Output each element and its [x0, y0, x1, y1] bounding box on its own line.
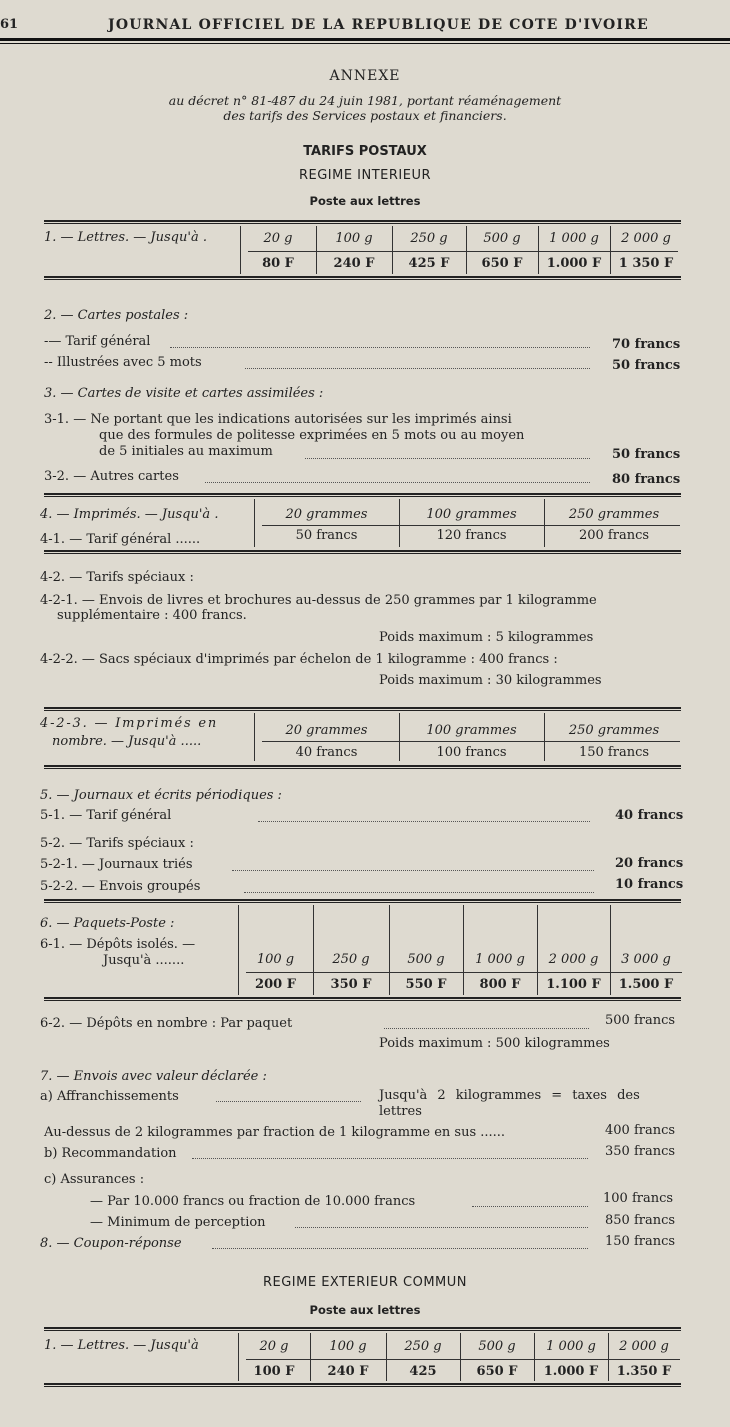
price-cell: 800 F — [479, 977, 521, 992]
minimum-perception-label: — Minimum de perception — [90, 1215, 266, 1230]
poids-max-5: Poids maximum : 5 kilogrammes — [379, 630, 594, 645]
price-cell: 100 F — [253, 1364, 295, 1379]
weight-cell: 500 g — [478, 1339, 516, 1354]
price-cell: 650 F — [481, 256, 523, 271]
journaux-title: 5. — Journaux et écrits périodiques : — [40, 788, 282, 803]
weight-cell: 2 000 g — [548, 952, 599, 967]
weight-cell: 100 g — [256, 952, 295, 967]
weight-cell: 100 g — [329, 1339, 367, 1354]
weight-cell: 500 g — [483, 231, 521, 246]
imprimes-label: 4. — Imprimés. — Jusqu'à . — [40, 507, 219, 522]
cartes-visite-title: 3. — Cartes de visite et cartes assimilées : — [44, 386, 324, 401]
weight-cell: 100 g — [335, 231, 373, 246]
price-cell: 200 F — [255, 977, 296, 992]
assurances-title: c) Assurances : — [44, 1172, 145, 1187]
weight-cell: 2 000 g — [619, 1339, 669, 1354]
price-cell: 200 francs — [578, 528, 650, 543]
poste-aux-lettres-ext-heading: Poste aux lettres — [309, 1303, 421, 1317]
depots-nombre-value: 500 francs — [605, 1013, 676, 1028]
assurance-par-label: — Par 10.000 francs ou fraction de 10.000 francs — [90, 1194, 416, 1209]
regime-interieur-heading: REGIME INTERIEUR — [298, 168, 432, 183]
imprimes-nombre-label-2: nombre. — Jusqu'à ..... — [52, 734, 202, 749]
price-cell: 1.100 F — [546, 977, 601, 992]
weight-cell: 250 g — [404, 1339, 442, 1354]
journal-title: JOURNAL OFFICIEL DE LA REPUBLIQUE DE COTE D'IVOIRE — [108, 17, 649, 33]
journaux-tries-label: 5-2-1. — Journaux triés — [40, 857, 193, 872]
regime-exterieur-heading: REGIME EXTERIEUR COMMUN — [262, 1275, 467, 1290]
tarifs-speciaux-line-1: 4-2-1. — Envois de livres et brochures au-dessus de 250 grammes par 1 kilogramme — [40, 593, 597, 608]
weight-cell: 1 000 g — [549, 231, 599, 246]
weight-cell: 1 000 g — [475, 952, 525, 967]
price-cell: 1.000 F — [546, 256, 602, 271]
price-cell: 1 350 F — [618, 256, 674, 271]
depots-nombre-label: 6-2. — Dépôts en nombre : Par paquet — [40, 1016, 293, 1031]
weight-cell: 500 g — [407, 952, 445, 967]
imprimes-nombre-label-1: 4-2-3. — Imprimés en — [40, 716, 219, 731]
affranchissements-value-2: lettres — [379, 1104, 422, 1119]
cartes-postales-title: 2. — Cartes postales : — [44, 308, 189, 323]
weight-cell: 100 grammes — [426, 507, 517, 522]
tarif-general-label: -— Tarif général — [44, 334, 151, 349]
price-cell: 425 — [409, 1364, 437, 1379]
lettres-ext-label: 1. — Lettres. — Jusqu'à — [44, 1338, 199, 1353]
price-cell: 1.350 F — [616, 1364, 672, 1379]
weight-cell: 2 000 g — [621, 231, 671, 246]
coupon-reponse-value: 150 francs — [605, 1234, 676, 1249]
price-cell: 1.500 F — [618, 977, 674, 992]
weight-cell: 250 g — [410, 231, 448, 246]
affranchissements-label: a) Affranchissements — [40, 1089, 179, 1104]
price-cell: 150 francs — [578, 745, 650, 760]
au-dessus-value: 400 francs — [605, 1123, 676, 1138]
poids-max-30: Poids maximum : 30 kilogrammes — [379, 673, 602, 688]
header-rule-thin — [0, 43, 730, 44]
valeur-declaree-title: 7. — Envois avec valeur déclarée : — [40, 1069, 267, 1084]
autres-cartes-label: 3-2. — Autres cartes — [44, 469, 179, 484]
tarifs-speciaux-line-2: supplémentaire : 400 francs. — [57, 608, 247, 623]
weight-cell: 20 grammes — [285, 723, 368, 738]
minimum-perception-value: 850 francs — [605, 1213, 676, 1228]
illustrees-value: 50 francs — [612, 358, 681, 373]
coupon-reponse-label: 8. — Coupon-réponse — [40, 1236, 182, 1251]
price-cell: 240 F — [327, 1364, 369, 1379]
cartes-visite-line-2: que des formules de politesse exprimées en 5 mots ou au moyen — [99, 428, 525, 443]
weight-cell: 1 000 g — [546, 1339, 596, 1354]
lettres-label: 1. — Lettres. — Jusqu'à . — [44, 230, 207, 245]
price-cell: 1.000 F — [543, 1364, 599, 1379]
price-cell: 550 F — [405, 977, 447, 992]
imprimes-tarif-general-label: 4-1. — Tarif général ...... — [40, 532, 201, 547]
cartes-visite-value-1: 50 francs — [612, 447, 681, 462]
paquets-label-3: Jusqu'à ....... — [103, 953, 185, 968]
envois-groupes-label: 5-2-2. — Envois groupés — [40, 879, 201, 894]
weight-cell: 20 g — [263, 231, 293, 246]
journaux-tries-value: 20 francs — [615, 856, 684, 871]
price-cell: 50 francs — [295, 528, 358, 543]
journaux-tarifs-speciaux: 5-2. — Tarifs spéciaux : — [40, 836, 194, 851]
recommandation-label: b) Recommandation — [44, 1146, 177, 1161]
price-cell: 650 F — [476, 1364, 518, 1379]
price-cell: 40 francs — [295, 745, 358, 760]
au-dessus-label: Au-dessus de 2 kilogrammes par fraction de 1 kilogramme en sus ...... — [44, 1125, 506, 1140]
assurance-par-value: 100 francs — [603, 1191, 674, 1206]
decret-line-1: au décret n° 81-487 du 24 juin 1981, portant réaménagement — [168, 93, 562, 108]
journaux-tarif-general-label: 5-1. — Tarif général — [40, 808, 172, 823]
envois-groupes-value: 10 francs — [615, 877, 684, 892]
poste-aux-lettres-heading: Poste aux lettres — [309, 194, 421, 208]
tarifs-speciaux-title: 4-2. — Tarifs spéciaux : — [40, 570, 194, 585]
weight-cell: 250 grammes — [568, 507, 660, 522]
tarif-general-value: 70 francs — [612, 337, 681, 352]
journaux-tarif-general-value: 40 francs — [615, 808, 684, 823]
tarifs-speciaux-line-4: 4-2-2. — Sacs spéciaux d'imprimés par échelon de 1 kilogramme : 400 francs : — [40, 652, 558, 667]
poids-max-500: Poids maximum : 500 kilogrammes — [379, 1036, 610, 1051]
price-cell: 100 francs — [436, 745, 507, 760]
price-cell: 425 F — [408, 256, 450, 271]
affranchissements-value-1: Jusqu'à 2 kilogrammes = taxes des — [379, 1088, 640, 1103]
paquets-label-2: 6-1. — Dépôts isolés. — — [40, 937, 196, 952]
page-number: 61 — [0, 17, 19, 32]
weight-cell: 20 g — [259, 1339, 289, 1354]
weight-cell: 20 grammes — [285, 507, 368, 522]
paquets-label-1: 6. — Paquets-Poste : — [40, 916, 175, 931]
decret-line-2: des tarifs des Services postaux et financiers. — [223, 108, 507, 123]
price-cell: 240 F — [333, 256, 375, 271]
price-cell: 350 F — [330, 977, 372, 992]
price-cell: 80 F — [262, 256, 294, 271]
recommandation-value: 350 francs — [605, 1144, 676, 1159]
autres-cartes-value: 80 francs — [612, 472, 681, 487]
illustrees-label: -- Illustrées avec 5 mots — [44, 355, 202, 370]
cartes-visite-line-3: de 5 initiales au maximum — [99, 444, 273, 459]
header-rule — [0, 38, 730, 41]
weight-cell: 250 grammes — [568, 723, 660, 738]
weight-cell: 100 grammes — [426, 723, 517, 738]
weight-cell: 3 000 g — [621, 952, 671, 967]
annexe-title: ANNEXE — [329, 68, 401, 84]
cartes-visite-line-1: 3-1. — Ne portant que les indications autorisées sur les imprimés ainsi — [44, 412, 512, 427]
price-cell: 120 francs — [436, 528, 507, 543]
weight-cell: 250 g — [332, 952, 370, 967]
section-title: TARIFS POSTAUX — [303, 144, 427, 159]
